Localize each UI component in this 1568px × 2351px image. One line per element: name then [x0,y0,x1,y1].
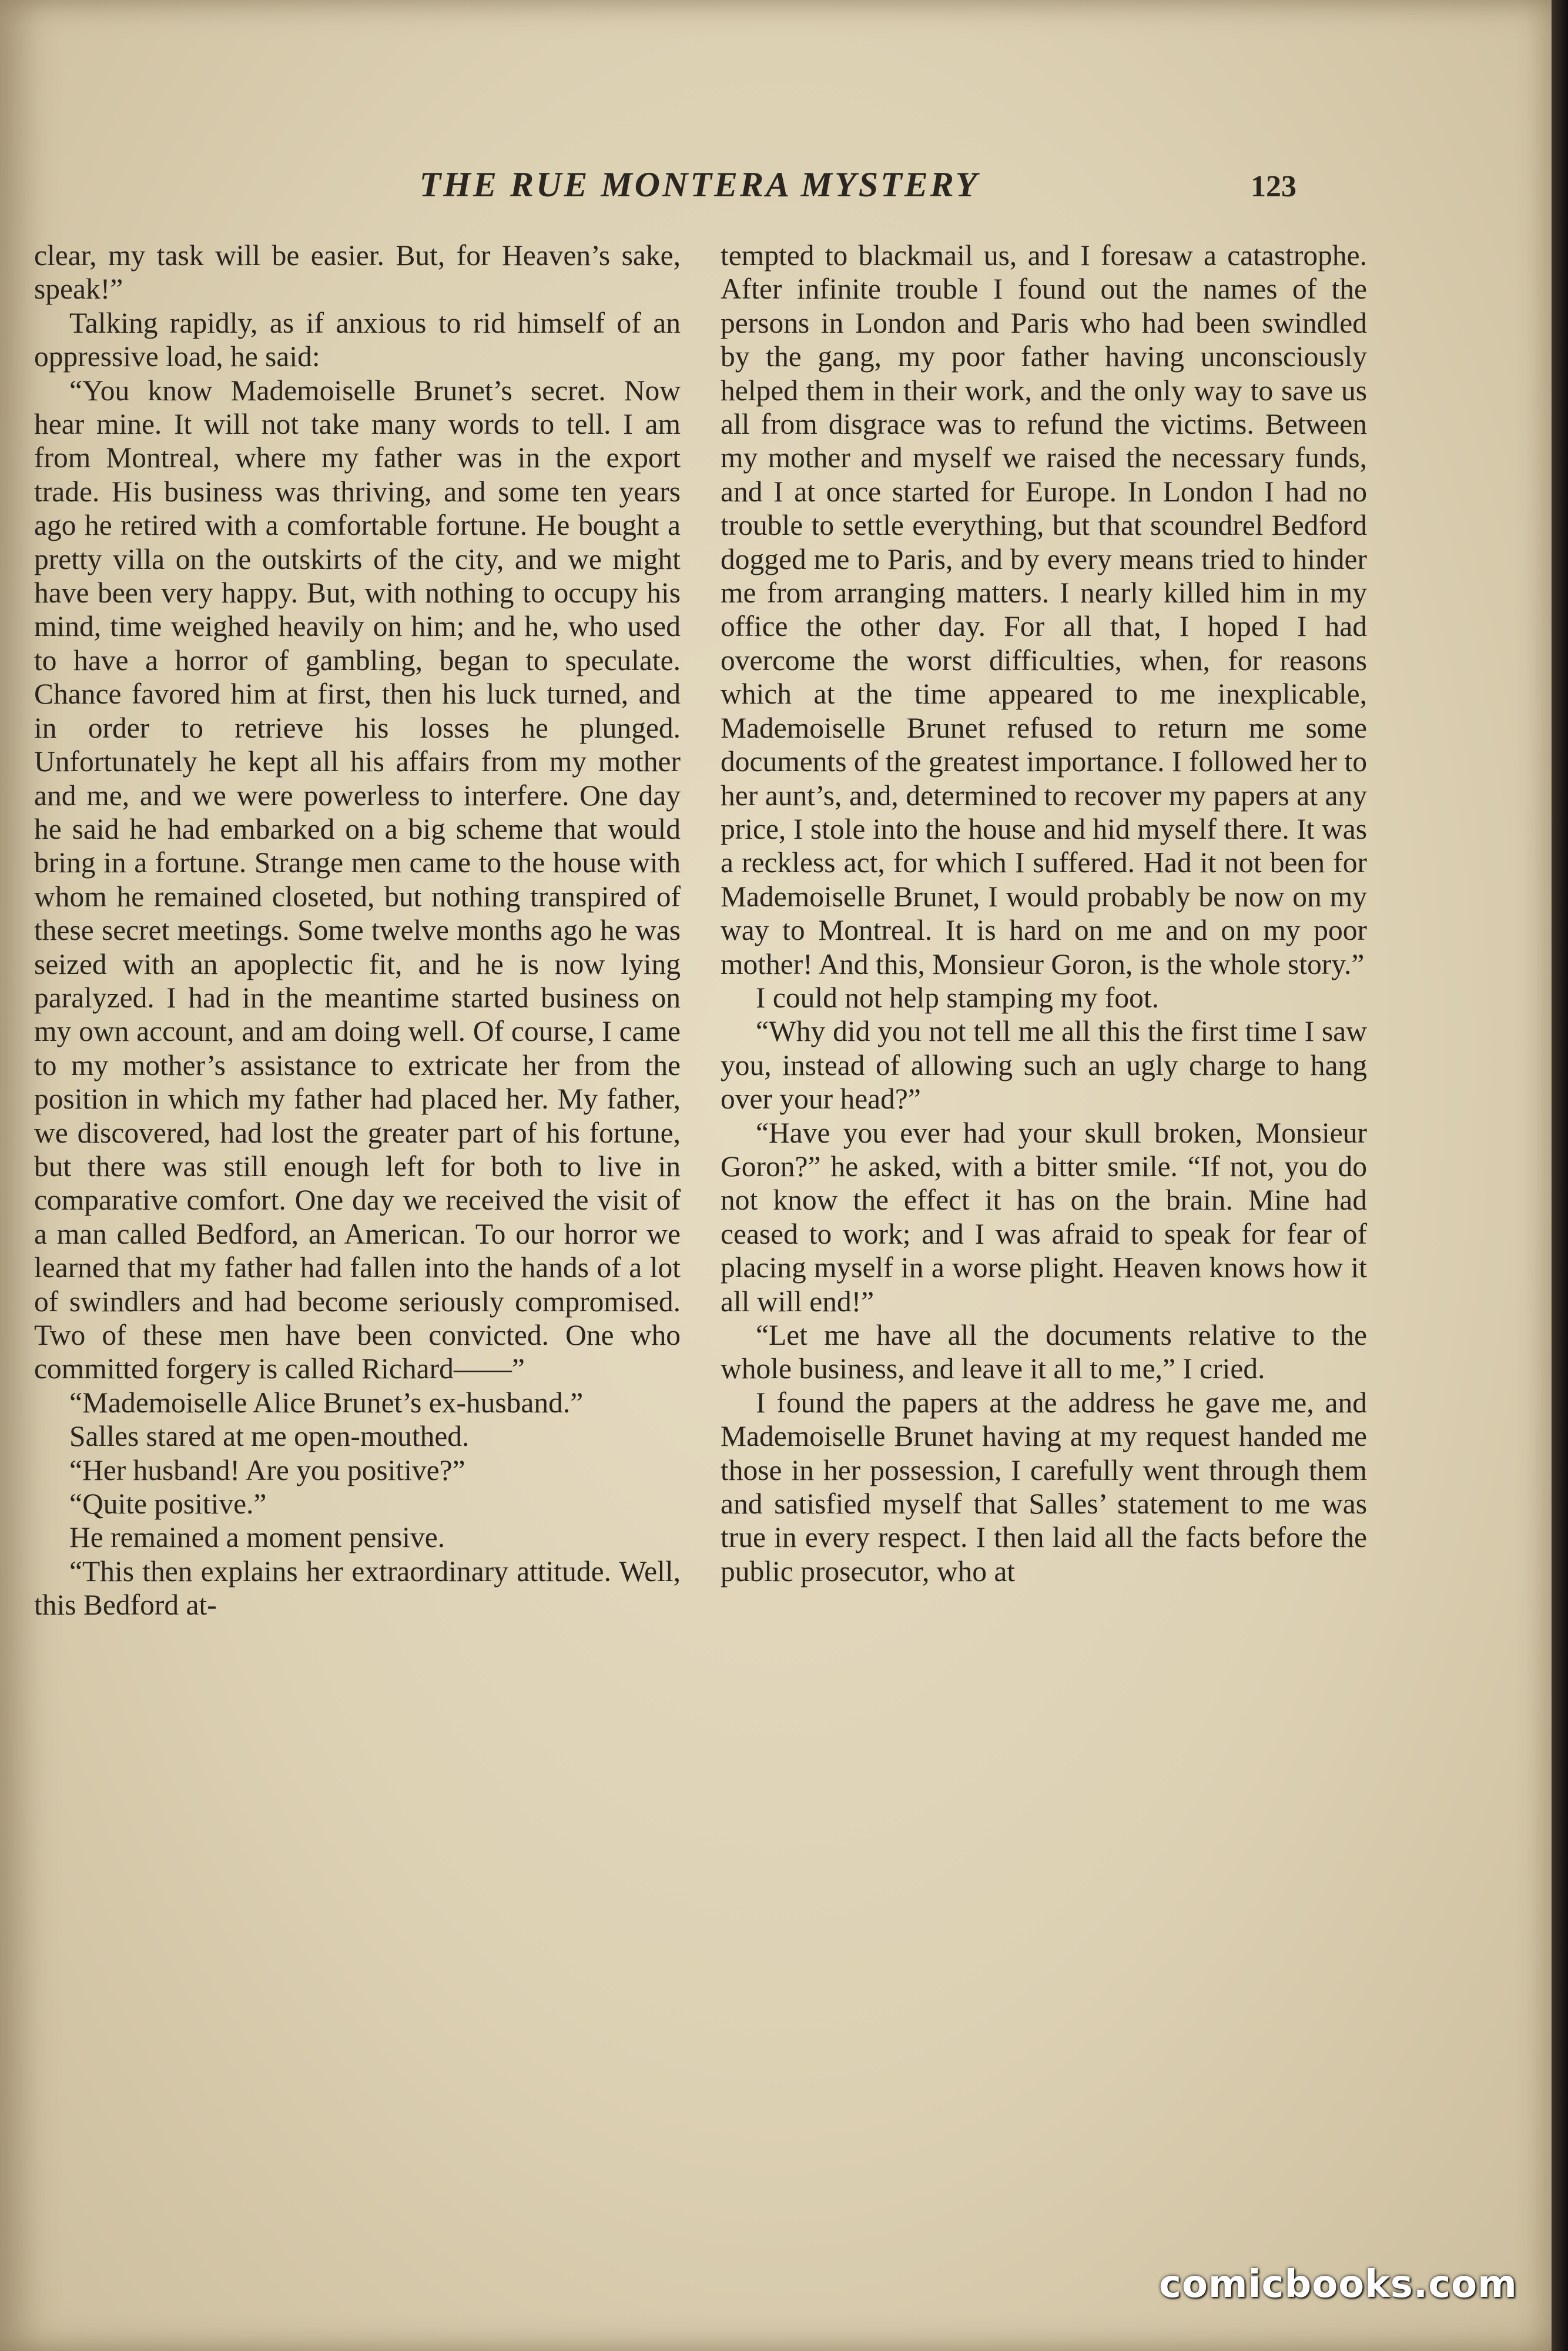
paragraph: I found the papers at the address he gave me, and Mademoiselle Brunet having at my request handed me those in her possession, I carefully went through them and satisfied myself that Salles’ statement to me was true in every respect. I then laid all the facts before the public prosecutor, who at [721,1386,1367,1588]
paragraph: “Have you ever had your skull broken, Monsieur Goron?” he asked, with a bitter smile. “If not, you do not know the effect it has on the brain. Mine had ceased to work; and I was afraid to speak for fear of placing myself in a worse plight. Heaven knows how it all will end!” [721,1116,1367,1318]
paragraph: “Why did you not tell me all this the first time I saw you, instead of allowing such an ugly charge to hang over your head?” [721,1015,1367,1116]
site-watermark: comicbooks.com [1159,2263,1517,2306]
left-text-column [34,239,681,1622]
page-number: 123 [1251,170,1296,203]
paragraph: I could not help stamping my foot. [756,981,1160,1014]
page-edge-shadow [1552,0,1568,2351]
paragraph: “You know Mademoiselle Brunet’s secret. Now hear mine. It will not take many words to tell. I am from Montreal, where my father was in the export trade. His business was thriving, and some ten years ago he retired with a comfortable fortune. He bought a pretty villa on the outskirts of the city, and we might have been very happy. But, with nothing to occupy his mind, time weighed heavily on him; and he, who used to have a horror of gambling, began to speculate. Chance favored him at first, then his luck turned, and in order to retrieve his losses he plunged. Unfortunately he kept all his affairs from my mother and me, and we were powerless to interfere. One day he said he had embarked on a big scheme that would bring in a fortune. Strange men came to the house with whom he remained closeted, but nothing transpired of these secret meetings. Some twelve months ago he was seized with an apoplectic fit, and he is now lying paralyzed. I had in the meantime started business on my own account, and am doing well. Of course, I came to my mother’s assistance to extricate her from the position in which my father had placed her. My father, we discovered, had lost the greater part of his fortune, but there was still enough left for both to live in comparative comfort. One day we received the visit of a man called Bedford, an American. To our horror we learned that my father had fallen into the hands of a lot of swindlers and had become seriously compromised. Two of these men have been convicted. One who committed forgery is called Richard——” [34,374,681,1385]
paragraph: Talking rapidly, as if anxious to rid himself of an oppressive load, he said: [34,306,681,373]
paragraph: Salles stared at me open-mouthed. [69,1420,470,1453]
paragraph: tempted to blackmail us, and I foresaw a catastrophe. After infinite trouble I found out the names of the persons in London and Paris who had been swindled by the gang, my poor father having unconsciously helped them in their work, and the only way to save us all from disgrace was to refund the victims. Between my mother and myself we raised the necessary funds, and I at once started for Europe. In London I had no trouble to settle everything, but that scoundrel Bedford dogged me to Paris, and by every means tried to hinder me from arranging matters. I nearly killed him in my office the other day. For all that, I hoped I had overcome the worst difficulties, when, for reasons which at the time appeared to me inexplicable, Mademoiselle Brunet refused to return me some documents of the greatest importance. I followed her to her aunt’s, and, determined to recover my papers at any price, I stole into the house and hid myself there. It was a reckless act, for which I suffered. Had it not been for Mademoiselle Brunet, I would probably be now on my way to Montreal. It is hard on me and on my poor mother! And this, Monsieur Goron, is the whole story.” [721,239,1367,980]
paragraph: clear, my task will be easier. But, for Heaven’s sake, speak!” [34,239,681,306]
paragraph: “Mademoiselle Alice Brunet’s ex-husband.” [69,1386,584,1419]
paragraph: “Her husband! Are you positive?” [69,1454,465,1486]
paragraph: “Let me have all the documents relative to the whole business, and leave it all to me,” I cried. [721,1319,1367,1385]
page-header [0,165,1552,212]
running-title: THE RUE MONTERA MYSTERY [419,165,980,204]
right-text-column [721,239,1367,1588]
paragraph: “Quite positive.” [69,1488,267,1521]
paragraph: “This then explains her extraordinary attitude. Well, this Bedford at- [34,1555,681,1622]
paragraph: He remained a moment pensive. [69,1521,445,1554]
